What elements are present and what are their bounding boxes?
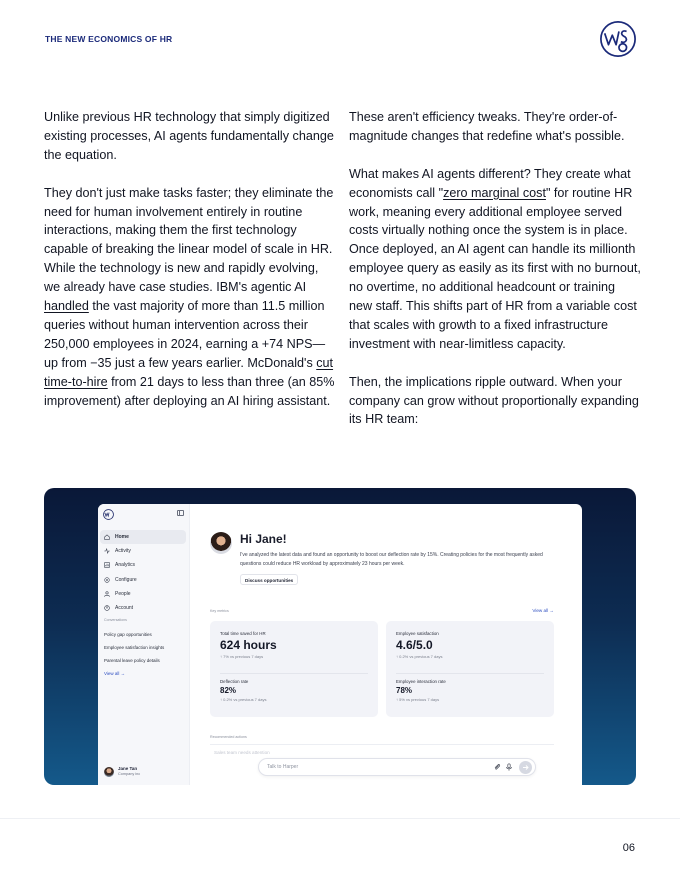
sidebar-item-activity[interactable]: Activity: [100, 544, 186, 558]
cut-time-to-hire-link[interactable]: cut time-to-hire: [44, 355, 334, 389]
sidebar-item-account[interactable]: Account: [100, 601, 186, 615]
activity-icon: [104, 548, 110, 554]
conversations-label: Conversations: [104, 618, 127, 622]
conversations-view-all-link[interactable]: View all →: [104, 671, 126, 676]
metrics-view-all-link[interactable]: View all →: [532, 608, 554, 613]
metrics-card: [210, 621, 378, 717]
page-number: 06: [622, 842, 635, 854]
attachment-icon[interactable]: [493, 763, 501, 771]
recommended-action-item[interactable]: Sales team needs attention: [214, 750, 270, 755]
zero-marginal-cost-link[interactable]: zero marginal cost: [443, 185, 546, 200]
configure-icon: [104, 577, 110, 583]
divider: [220, 673, 368, 674]
conversation-item[interactable]: Employee satisfaction insights: [104, 645, 165, 650]
conversation-item[interactable]: Parental leave policy details: [104, 658, 160, 663]
discuss-opportunities-button[interactable]: Discuss opportunities: [240, 574, 298, 585]
key-metrics-label: Key metrics: [210, 609, 229, 613]
greeting-message: I've analyzed the latest data and found an opportunity to boost our deflection rate by 15%. Creating policies for the most frequently asked questions could reduce HR workload by approximately 23 hours per week.: [240, 552, 543, 567]
assistant-avatar: [210, 532, 232, 554]
account-icon: [104, 605, 110, 611]
paragraph: Unlike previous HR technology that simply digitized existing processes, AI agents fundamentally change the equation.: [44, 110, 334, 162]
left-text-column: [44, 108, 336, 410]
metric-interaction-rate: Employee interaction rate 78% ↑ 5% vs previous 7 days: [396, 679, 446, 702]
main-content: [190, 504, 582, 785]
user-name: Jane Tan: [118, 766, 138, 771]
metric-time-saved: Total time saved for HR 624 hours ↑ 7% vs previous 7 days: [220, 631, 277, 659]
sidebar-toggle-icon[interactable]: [177, 510, 184, 516]
paragraph: What makes AI agents different? They create what economists call "zero marginal cost" for routine HR work, meaning every additional employee served costs virtually nothing once the system is in place. Once deployed, an AI agent can handle its millionth employee query as easily as its first with no burnout, no overtime, no additional headcount or training new staff. This shifts part of HR from a variable cost that scales with growth to a fixed infrastructure investment with near-limitless capacity.: [349, 166, 641, 351]
chat-input[interactable]: [258, 758, 536, 776]
conversation-list: [104, 628, 186, 680]
paragraph: These aren't efficiency tweaks. They're order-of-magnitude changes that redefine what's possible.: [349, 110, 625, 143]
app-window: [98, 504, 582, 785]
user-profile[interactable]: [104, 766, 186, 780]
metric-employee-satisfaction: Employee satisfaction 4.6/5.0 ↑ 0.2% vs previous 7 days: [396, 631, 443, 659]
header-title: THE NEW ECONOMICS OF HR: [45, 34, 173, 44]
analytics-icon: [104, 562, 110, 568]
user-org: Company inc: [118, 772, 141, 776]
sidebar-item-configure[interactable]: Configure: [100, 573, 186, 587]
sidebar: [98, 504, 190, 785]
recommended-actions-label: Recommended actions: [210, 735, 247, 739]
footer-divider: [0, 818, 680, 819]
metrics-card: [386, 621, 554, 717]
product-screenshot-panel: [44, 488, 636, 785]
metric-deflection-rate: Deflection rate 82% ↑ 0.2% vs previous 7 days: [220, 679, 267, 702]
divider: [396, 673, 544, 674]
right-text-column: [349, 108, 641, 429]
paragraph: They don't just make tasks faster; they eliminate the need for human involvement entirely in routine interactions, making them the first technology capable of breaking the linear model of scale in HR. While the technology is new and rapidly evolving, we already have case studies. IBM's agentic AI handled the vast majority of more than 11.5 million queries without human intervention across their 250,000 employees in 2024, earning a +74 NPS—up from −35 just a few years earlier. McDonald's cut time-to-hire from 21 days to less than three (an 85% improvement) after deploying an AI hiring assistant.: [44, 185, 335, 408]
greeting-title: Hi Jane!: [240, 532, 287, 546]
app-logo-icon: [103, 509, 114, 520]
microphone-icon[interactable]: [505, 763, 513, 771]
send-icon[interactable]: [519, 761, 532, 774]
sidebar-nav: [100, 530, 186, 615]
divider: [210, 744, 554, 745]
people-icon: [104, 591, 110, 597]
handled-link[interactable]: handled: [44, 299, 89, 314]
paragraph: Then, the implications ripple outward. When your company can grow without proportionally expanding its HR team:: [349, 374, 639, 427]
sidebar-item-home[interactable]: Home: [100, 530, 186, 544]
sidebar-item-people[interactable]: People: [100, 587, 186, 601]
home-icon: [104, 534, 110, 540]
chat-placeholder: Talk to Harper: [267, 764, 299, 770]
sidebar-item-analytics[interactable]: Analytics: [100, 558, 186, 572]
avatar: [104, 767, 114, 777]
conversation-item[interactable]: Policy gap opportunities: [104, 632, 152, 637]
brand-logo-icon: [599, 20, 637, 58]
